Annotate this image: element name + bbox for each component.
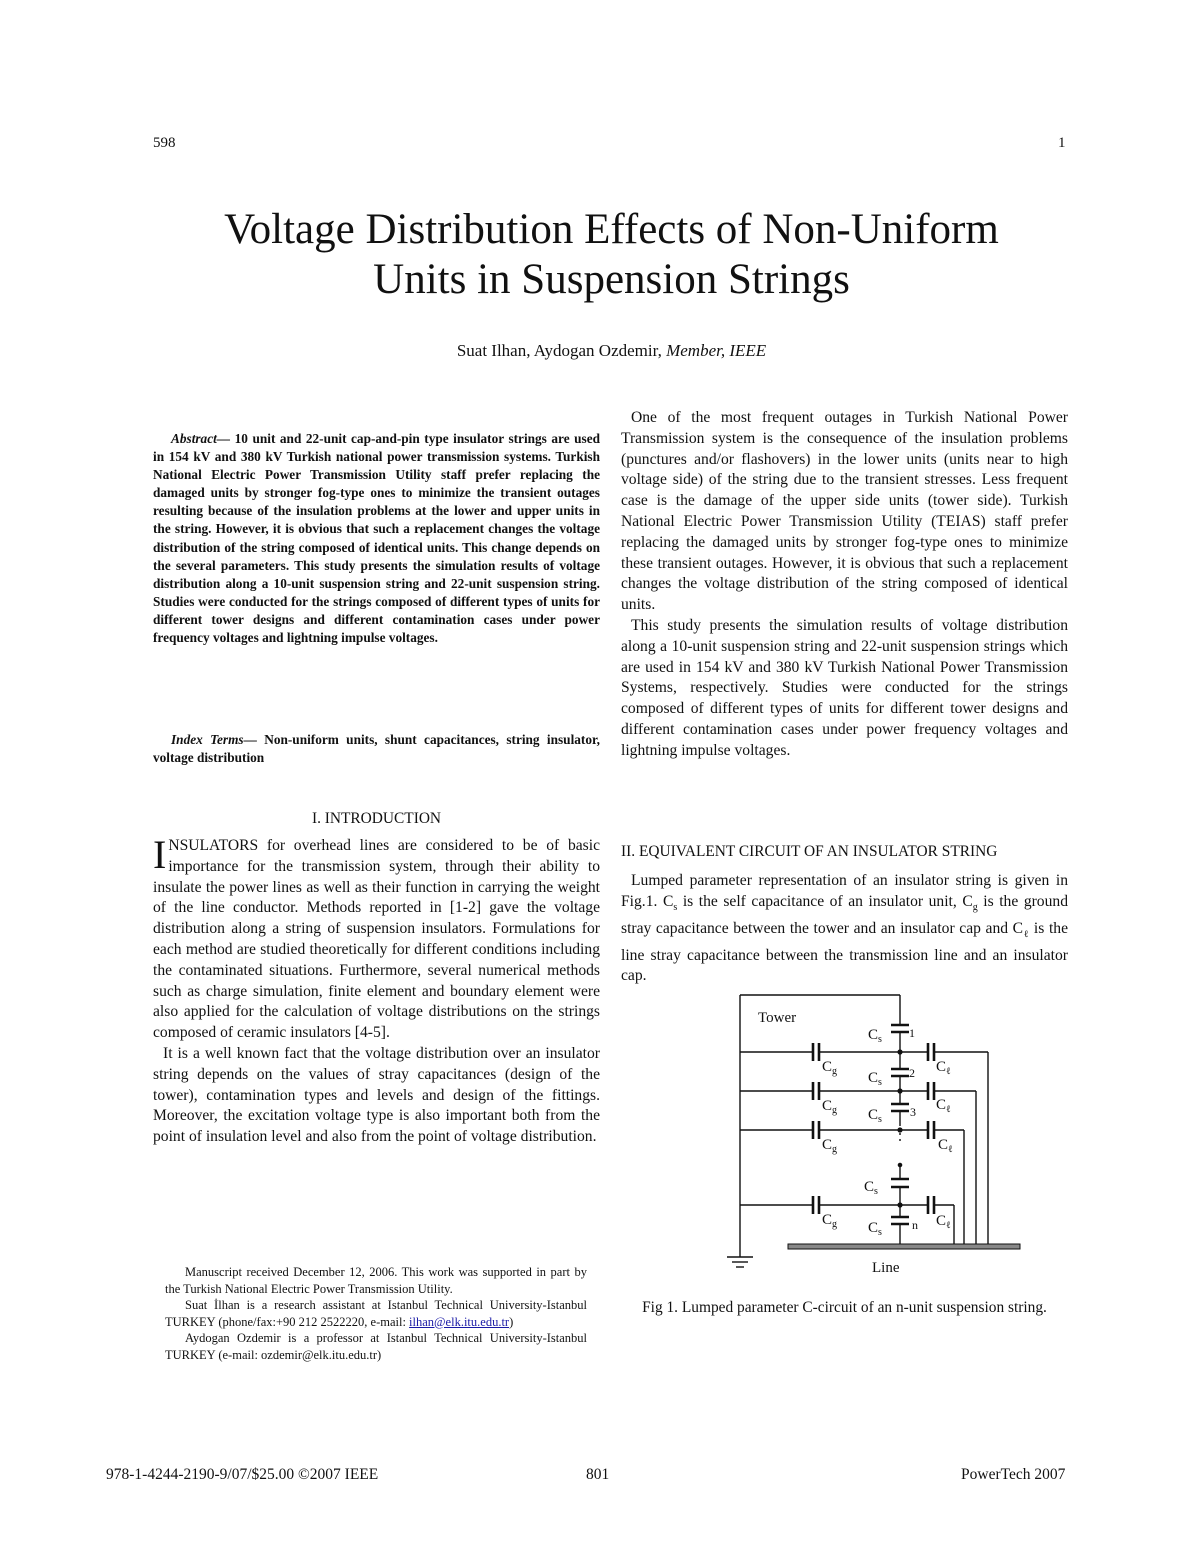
- svg-text:Cℓ: $C_\ell$: [936, 1213, 951, 1231]
- footer-conference: PowerTech 2007: [961, 1466, 1066, 1483]
- index-terms: [153, 731, 600, 767]
- string-dot: [898, 1163, 901, 1166]
- index-terms-text: Non-uniform units, shunt capacitances, string insulator, voltage distribution: [153, 732, 600, 766]
- line-capacitors: [928, 1043, 934, 1214]
- footnote-ozdemir: Aydogan Ozdemir is a professor at Istanbul Technical University-Istanbul TURKEY (e-mail: ozdemir@elk.itu.edu.tr): [165, 1331, 587, 1362]
- abstract-text: 10 unit and 22-unit cap-and-pin type insulator strings are used in 154 kV and 380 kV Turkish national power transmission systems. Turkish National Electric Power Transmission Utility staff prefer replacing the damaged units by stronger fog-type ones to minimize the transient outages resulting because of the insulation problems at the lower and upper units in the string. However, it is obvious that such a replacement changes the voltage distribution of the string composed of identical units. This change depends on the several parameters. This study presents the simulation results of voltage distribution along a 10-unit suspension string and 22-unit suspension string. Studies were conducted for the strings composed of different types of units for different tower designs and different contamination cases under power frequency voltages and lightning impulse voltages.: [153, 431, 600, 646]
- equivalent-circuit-figure: [620, 985, 1080, 1285]
- tower-label: Tower: [758, 1010, 797, 1026]
- svg-text:Cs: $C_s$: [868, 1070, 882, 1088]
- svg-text:Cs: $C_s$: [868, 1220, 882, 1238]
- right-column-intro: [621, 408, 1068, 762]
- right-page-number: 1: [1058, 135, 1066, 151]
- section-2-body: [621, 871, 1068, 987]
- unit-number: n: [912, 1218, 918, 1232]
- footnote-manuscript: Manuscript received December 12, 2006. This work was supported in part by the Turkish National Electric Power Transmission Utility.: [165, 1265, 587, 1296]
- footer-isbn: 978-1-4244-2190-9/07/$25.00 ©2007 IEEE: [106, 1466, 379, 1483]
- svg-text:Cs: $C_s$: [864, 1179, 878, 1197]
- svg-text:Cg: $C_g$: [822, 1098, 838, 1116]
- unit-number: 2: [909, 1066, 915, 1080]
- svg-text:Cg: $C_g$: [822, 1212, 838, 1230]
- intro-heading: I. INTRODUCTION: [311, 810, 442, 827]
- right-paragraph-1: One of the most frequent outages in Turkish National Power Transmission system is the consequence of the insulation problems (punctures and/or flashovers) in the lower units (units near to high voltage side) of the string due to the transient stresses. Less frequent case is the damage of the upper side units (tower side). Turkish National Electric Power Transmission Utility (TEIAS) staff prefer replacing the damaged units by stronger fog-type ones to minimize these transient outages. However, it is obvious that such a replacement changes the voltage distribution of the string composed of identical units.: [621, 409, 1068, 614]
- index-terms-label: Index Terms—: [171, 732, 257, 747]
- section-2-heading: II. EQUIVALENT CIRCUIT OF AN INSULATOR STRING: [621, 843, 998, 860]
- title-line-2: Units in Suspension Strings: [373, 256, 850, 303]
- junction-nodes: [897, 1049, 902, 1207]
- intro-body: [153, 832, 600, 1148]
- section-2-paragraph: Lumped parameter representation of an insulator string is given in Fig.1. $C_s$ is the self capacitance of an insulator unit, $C_g$ is the ground stray capacitance between the tower and an insulator cap and $C_\ell$ is the line stray capacitance between the transmission line and an insulator cap.: [621, 872, 1069, 985]
- figure-labels: [758, 1010, 953, 1276]
- abstract-label: Abstract—: [171, 431, 231, 446]
- unit-number: 3: [910, 1105, 916, 1119]
- right-paragraph-2: This study presents the simulation results of voltage distribution along a 10-unit suspension string and 22-unit suspension strings which are used in 154 kV and 380 kV Turkish National Power Transmission Systems, respectively. Studies were conducted for the strings composed of different types of units for different tower designs and different contamination cases under power frequency voltages and lightning impulse voltages.: [621, 616, 1068, 759]
- figure-caption: Fig 1. Lumped parameter C-circuit of an n-unit suspension string.: [642, 1299, 1047, 1316]
- svg-text:Cs: $C_s$: [868, 1107, 882, 1125]
- svg-text:Cg: $C_g$: [822, 1059, 838, 1077]
- footnotes: [165, 1264, 587, 1363]
- intro-paragraph-1: INSULATORS for overhead lines are considered to be of basic importance for the transmission system, through their ability to insulate the power lines as well as their function in carrying the weight of the line conductor. Methods reported in [1-2] gave the voltage distribution along a string of suspension insulators. Formulations for each method are studied theoretically for different conditions including the contaminated situations. Furthermore, several numerical methods such as charge simulation, finite element and boundary element were also applied for the calculation of voltage distributions on the strings composed of ceramic insulators [4-5].: [153, 832, 600, 1042]
- paper-title: [0, 205, 1200, 305]
- authors: [0, 341, 1200, 361]
- left-page-number: 598: [153, 135, 176, 151]
- line-conductor: [788, 1244, 1020, 1249]
- footer-page-number: 801: [586, 1466, 610, 1483]
- ground-icon: [727, 1257, 753, 1267]
- line-label: Line: [872, 1260, 900, 1276]
- author-membership: Member, IEEE: [666, 341, 767, 360]
- email-link[interactable]: ilhan@elk.itu.edu.tr: [409, 1314, 510, 1329]
- author-names: Suat Ilhan, Aydogan Ozdemir,: [456, 341, 662, 360]
- title-line-1: Voltage Distribution Effects of Non-Uniform: [224, 206, 999, 253]
- drop-cap: I: [153, 832, 167, 877]
- svg-text:Cs: $C_s$: [868, 1027, 882, 1045]
- footnote-ilhan: Suat İlhan is a research assistant at Istanbul Technical University-Istanbul TURKEY (phone/fax:+90 212 2522220, e-mail: ilhan@elk.itu.edu.tr): [165, 1298, 587, 1329]
- abstract: [153, 430, 600, 647]
- intro-paragraph-2: It is a well known fact that the voltage distribution over an insulator string depends on the values of stray capacitances (design of the tower), contamination types and levels and design of the fittings. Moreover, the excitation voltage type is also important both from the point of insulation level and also from the point of voltage distribution.: [153, 1044, 600, 1146]
- unit-number: 1: [909, 1026, 915, 1040]
- svg-text:Cℓ: $C_\ell$: [938, 1137, 953, 1155]
- ground-capacitors: [813, 1043, 819, 1214]
- svg-text:Cℓ: $C_\ell$: [936, 1097, 951, 1115]
- svg-text:Cg: $C_g$: [822, 1137, 838, 1155]
- svg-text:Cℓ: $C_\ell$: [936, 1059, 951, 1077]
